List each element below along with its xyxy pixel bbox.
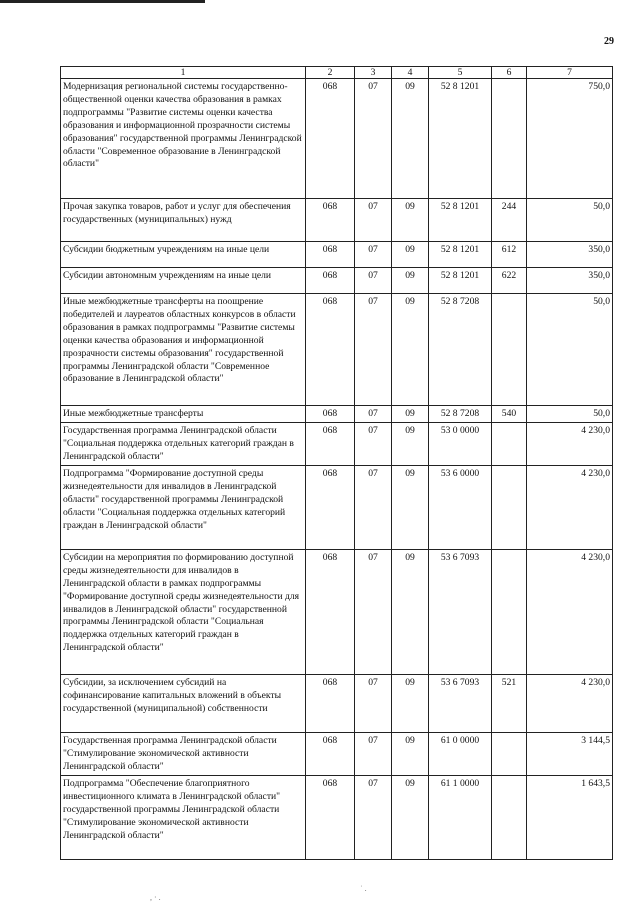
column-header: 4 xyxy=(392,67,429,79)
cell-subsection: 09 xyxy=(392,268,429,294)
cell-subsection: 09 xyxy=(392,242,429,268)
cell-subsection: 09 xyxy=(392,732,429,775)
cell-amount: 4 230,0 xyxy=(527,549,613,674)
cell-section: 07 xyxy=(355,242,392,268)
cell-ministry-code: 068 xyxy=(306,268,355,294)
cell-amount: 4 230,0 xyxy=(527,674,613,732)
table-header-row xyxy=(61,67,613,79)
table-row xyxy=(61,549,613,674)
cell-subsection: 09 xyxy=(392,422,429,465)
cell-target-article: 52 8 1201 xyxy=(429,79,492,199)
cell-target-article: 53 6 0000 xyxy=(429,465,492,549)
row-name: Субсидии, за исключением субсидий на софинансирование капитальных вложений в объекты государственной (муниципальной) собственности xyxy=(61,674,306,732)
scan-edge-line xyxy=(0,0,205,3)
cell-section: 07 xyxy=(355,406,392,423)
cell-target-article: 61 0 0000 xyxy=(429,732,492,775)
cell-section: 07 xyxy=(355,674,392,732)
table-row xyxy=(61,775,613,859)
scan-artifact: , · . xyxy=(150,893,161,902)
cell-subsection: 09 xyxy=(392,674,429,732)
column-header: 3 xyxy=(355,67,392,79)
cell-ministry-code: 068 xyxy=(306,549,355,674)
table-row xyxy=(61,465,613,549)
cell-expense-type xyxy=(492,294,527,406)
cell-amount: 4 230,0 xyxy=(527,422,613,465)
cell-amount: 50,0 xyxy=(527,199,613,242)
cell-subsection: 09 xyxy=(392,199,429,242)
row-name: Подпрограмма "Формирование доступной среды жизнедеятельности для инвалидов в Ленинградской области" государственной программы Ленинградской области "Социальная поддержка отдельных категорий граждан в Ленинградской области" xyxy=(61,465,306,549)
cell-expense-type xyxy=(492,732,527,775)
cell-ministry-code: 068 xyxy=(306,465,355,549)
cell-expense-type: 244 xyxy=(492,199,527,242)
cell-target-article: 52 8 1201 xyxy=(429,242,492,268)
table-row xyxy=(61,242,613,268)
cell-section: 07 xyxy=(355,422,392,465)
row-name: Субсидии на мероприятия по формированию доступной среды жизнедеятельности для инвалидов в Ленинградской области в рамках подпрограммы "Формирование доступной среды жизнедеятельности для инвалидов в Ленинградской области" государственной программы Ленинградской области "Социальная поддержка отдельных категорий граждан в Ленинградской области" xyxy=(61,549,306,674)
page-number: 29 xyxy=(604,36,614,47)
table-row xyxy=(61,674,613,732)
cell-ministry-code: 068 xyxy=(306,79,355,199)
cell-target-article: 52 8 7208 xyxy=(429,406,492,423)
row-name: Иные межбюджетные трансферты на поощрение победителей и лауреатов областных конкурсов в области образования в рамках подпрограммы "Развитие системы оценки качества образования и информационной прозрачности системы образования" государственной программы Ленинградской области "Современное образование в Ленинградской области" xyxy=(61,294,306,406)
table-row xyxy=(61,294,613,406)
row-name: Субсидии автономным учреждениям на иные цели xyxy=(61,268,306,294)
cell-subsection: 09 xyxy=(392,79,429,199)
cell-target-article: 52 8 1201 xyxy=(429,268,492,294)
column-header: 2 xyxy=(306,67,355,79)
cell-section: 07 xyxy=(355,465,392,549)
cell-target-article: 53 0 0000 xyxy=(429,422,492,465)
cell-expense-type: 622 xyxy=(492,268,527,294)
cell-section: 07 xyxy=(355,268,392,294)
row-name: Субсидии бюджетным учреждениям на иные цели xyxy=(61,242,306,268)
row-name: Модернизация региональной системы государственно-общественной оценки качества образования в рамках подпрограммы "Развитие системы оценки качества образования и информационной прозрачности системы образования" государственной программы Ленинградской области "Современное образование в Ленинградской области" xyxy=(61,79,306,199)
cell-amount: 750,0 xyxy=(527,79,613,199)
table-row xyxy=(61,199,613,242)
cell-amount: 1 643,5 xyxy=(527,775,613,859)
cell-section: 07 xyxy=(355,775,392,859)
cell-subsection: 09 xyxy=(392,465,429,549)
cell-expense-type: 612 xyxy=(492,242,527,268)
row-name: Прочая закупка товаров, работ и услуг для обеспечения государственных (муниципальных) нужд xyxy=(61,199,306,242)
cell-amount: 350,0 xyxy=(527,268,613,294)
cell-section: 07 xyxy=(355,79,392,199)
cell-expense-type xyxy=(492,465,527,549)
cell-amount: 350,0 xyxy=(527,242,613,268)
table-row xyxy=(61,406,613,423)
row-name: Подпрограмма "Обеспечение благоприятного инвестиционного климата в Ленинградской области" государственной программы Ленинградской области "Стимулирование экономической активности Ленинградской области" xyxy=(61,775,306,859)
cell-section: 07 xyxy=(355,732,392,775)
cell-expense-type xyxy=(492,549,527,674)
cell-ministry-code: 068 xyxy=(306,775,355,859)
cell-expense-type: 521 xyxy=(492,674,527,732)
cell-amount: 4 230,0 xyxy=(527,465,613,549)
budget-table xyxy=(60,66,613,860)
cell-ministry-code: 068 xyxy=(306,406,355,423)
cell-section: 07 xyxy=(355,294,392,406)
table-row xyxy=(61,422,613,465)
cell-subsection: 09 xyxy=(392,549,429,674)
cell-ministry-code: 068 xyxy=(306,294,355,406)
cell-section: 07 xyxy=(355,549,392,674)
cell-target-article: 61 1 0000 xyxy=(429,775,492,859)
table-row xyxy=(61,79,613,199)
cell-target-article: 52 8 1201 xyxy=(429,199,492,242)
column-header: 6 xyxy=(492,67,527,79)
row-name: Государственная программа Ленинградской области "Социальная поддержка отдельных категорий граждан в Ленинградской области" xyxy=(61,422,306,465)
cell-amount: 50,0 xyxy=(527,406,613,423)
row-name: Иные межбюджетные трансферты xyxy=(61,406,306,423)
scan-artifact: ˙ . xyxy=(360,884,367,893)
cell-expense-type: 540 xyxy=(492,406,527,423)
cell-target-article: 52 8 7208 xyxy=(429,294,492,406)
row-name: Государственная программа Ленинградской области "Стимулирование экономической активности Ленинградской области" xyxy=(61,732,306,775)
cell-amount: 50,0 xyxy=(527,294,613,406)
cell-target-article: 53 6 7093 xyxy=(429,674,492,732)
column-header: 7 xyxy=(527,67,613,79)
table-row xyxy=(61,268,613,294)
cell-amount: 3 144,5 xyxy=(527,732,613,775)
cell-ministry-code: 068 xyxy=(306,674,355,732)
cell-subsection: 09 xyxy=(392,406,429,423)
table-row xyxy=(61,732,613,775)
cell-ministry-code: 068 xyxy=(306,199,355,242)
cell-ministry-code: 068 xyxy=(306,242,355,268)
cell-expense-type xyxy=(492,775,527,859)
column-header: 5 xyxy=(429,67,492,79)
cell-section: 07 xyxy=(355,199,392,242)
cell-subsection: 09 xyxy=(392,294,429,406)
cell-expense-type xyxy=(492,422,527,465)
cell-target-article: 53 6 7093 xyxy=(429,549,492,674)
cell-ministry-code: 068 xyxy=(306,732,355,775)
cell-ministry-code: 068 xyxy=(306,422,355,465)
cell-expense-type xyxy=(492,79,527,199)
column-header: 1 xyxy=(61,67,306,79)
cell-subsection: 09 xyxy=(392,775,429,859)
